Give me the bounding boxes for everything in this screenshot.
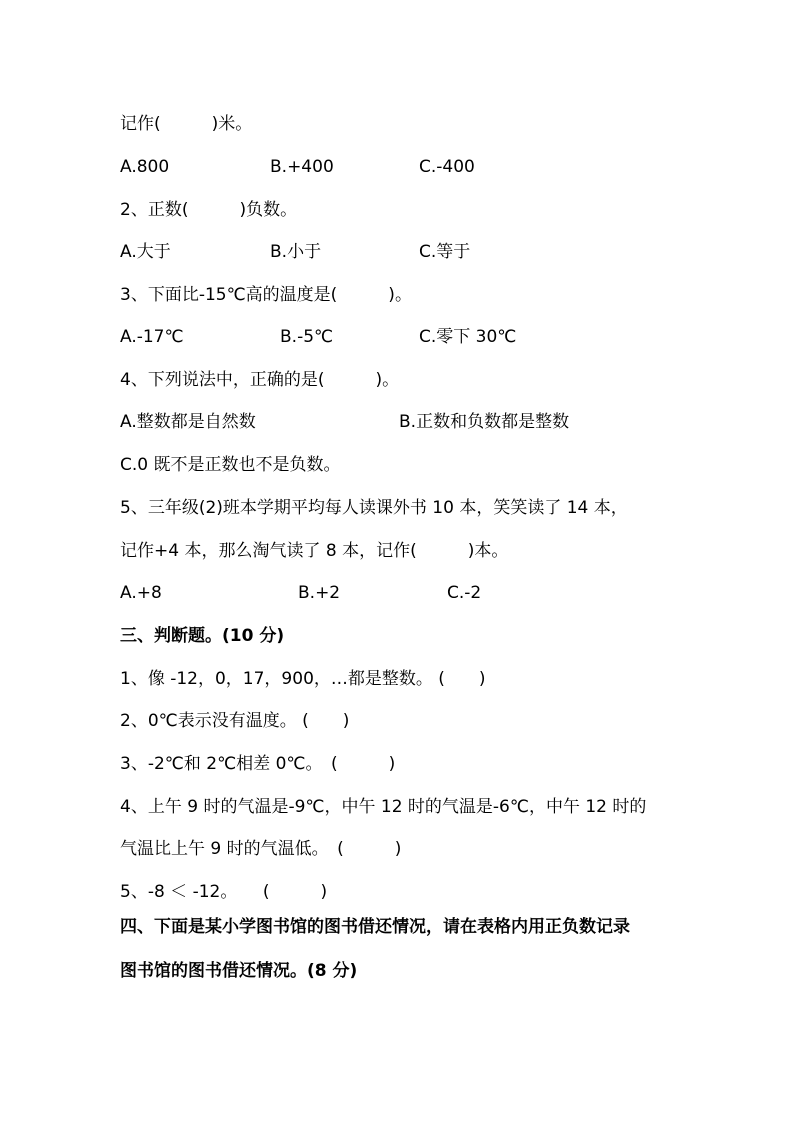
q1-option-b: B.+400 xyxy=(270,157,334,177)
q5-option-a: A.+8 xyxy=(120,583,162,603)
q3-option-a: A.-17℃ xyxy=(120,327,184,347)
judge-item-4-line-1: 4、上午 9 时的气温是-9℃，中午 12 时的气温是-6℃，中午 12 时的 xyxy=(120,797,647,817)
q5-option-b: B.+2 xyxy=(298,583,341,603)
q4-option-a: A.整数都是自然数 xyxy=(120,412,256,432)
question-5-line-2: 记作+4 本，那么淘气读了 8 本，记作( )本。 xyxy=(120,541,509,561)
judge-item-1: 1、像 -12，0，17，900，…都是整数。 ( ) xyxy=(120,669,486,689)
judge-item-5: 5、-8 ＜ -12。 ( ) xyxy=(120,882,328,902)
section-4-title-line-1: 四、下面是某小学图书馆的图书借还情况，请在表格内用正负数记录 xyxy=(120,917,630,937)
section-3-title: 三、判断题。(10 分) xyxy=(120,626,285,646)
q2-option-c: C.等于 xyxy=(419,242,471,262)
q2-option-a: A.大于 xyxy=(120,242,171,262)
judge-item-3: 3、-2℃和 2℃相差 0℃。 ( ) xyxy=(120,754,396,774)
question-3: 3、下面比-15℃高的温度是( )。 xyxy=(120,285,412,305)
question-4: 4、下列说法中，正确的是( )。 xyxy=(120,370,400,390)
q1-tail: 记作( )米。 xyxy=(120,114,253,134)
section-4-title-line-2: 图书馆的图书借还情况。(8 分) xyxy=(120,961,358,981)
q5-option-c: C.-2 xyxy=(447,583,482,603)
judge-item-2: 2、0℃表示没有温度。 ( ) xyxy=(120,711,350,731)
q1-option-a: A.800 xyxy=(120,157,170,177)
q3-option-c: C.零下 30℃ xyxy=(419,327,517,347)
q4-option-b: B.正数和负数都是整数 xyxy=(399,412,570,432)
judge-item-4-line-2: 气温比上午 9 时的气温低。 ( ) xyxy=(120,839,402,859)
q4-option-c: C.0 既不是正数也不是负数。 xyxy=(120,455,341,475)
question-2: 2、正数( )负数。 xyxy=(120,200,298,220)
question-5-line-1: 5、三年级(2)班本学期平均每人读课外书 10 本，笑笑读了 14 本， xyxy=(120,498,628,518)
q1-option-c: C.-400 xyxy=(419,157,475,177)
q2-option-b: B.小于 xyxy=(270,242,322,262)
q3-option-b: B.-5℃ xyxy=(280,327,334,347)
